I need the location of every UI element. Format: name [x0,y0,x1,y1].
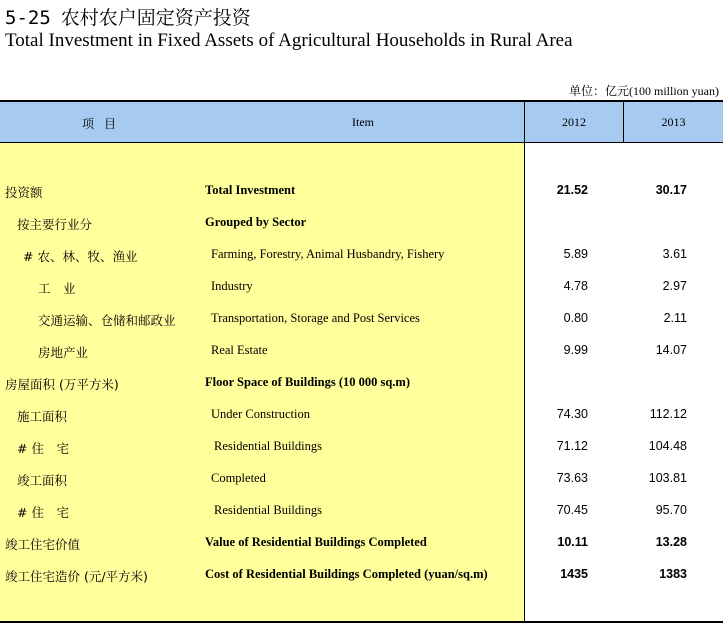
row-label-en: Total Investment [205,183,296,197]
row-label-cn: 按主要行业分 [17,217,93,232]
header-item-cn: 项目 [82,117,127,131]
row-label-en: Residential Buildings [214,439,322,453]
row-label-cn: 工 业 [38,281,76,296]
table-row [0,279,723,299]
value-2012: 71.12 [556,439,588,453]
table-row [0,503,723,523]
row-label-cn: # 住 宅 [17,441,69,456]
value-2013: 104.48 [648,439,687,453]
header-item-en: Item [352,115,374,129]
table-row [0,183,723,203]
value-2012: 5.89 [563,247,588,261]
header-year-2013: 2013 [661,115,686,129]
value-2012: 73.63 [556,471,588,485]
title-cn-text: 农村农户固定资产投资 [60,7,251,29]
row-label-en: Transportation, Storage and Post Services [211,311,420,325]
value-2013: 14.07 [655,343,687,357]
table-row [0,471,723,491]
row-label-cn: # 农、林、牧、渔业 [23,249,138,264]
value-2012: 74.30 [556,407,588,421]
table-row [0,535,723,555]
row-label-en: Under Construction [211,407,310,421]
row-label-en: Real Estate [211,343,268,357]
value-2013: 112.12 [649,407,687,421]
value-2012: 10.11 [557,535,588,549]
row-label-cn: 房地产业 [38,345,89,360]
table-row [0,343,723,363]
value-2013: 3.61 [662,247,687,261]
table-title-en: Total Investment in Fixed Assets of Agricultural Households in Rural Area [5,30,573,51]
value-2013: 95.70 [655,503,687,517]
top-rule [0,100,723,102]
row-label-en: Farming, Forestry, Animal Husbandry, Fishery [211,247,445,261]
row-label-en: Floor Space of Buildings (10 000 sq.m) [205,375,410,389]
value-2012: 70.45 [556,503,588,517]
row-label-cn: 竣工住宅造价 (元/平方米) [5,569,148,584]
value-2013: 13.28 [655,535,687,549]
row-label-cn: 投资额 [5,185,43,200]
unit-en: (100 million yuan) [629,84,719,98]
value-2013: 30.17 [655,183,687,197]
table-row [0,247,723,267]
unit-label [569,82,719,99]
header-year-2012: 2012 [562,115,586,129]
value-2012: 21.52 [556,183,588,197]
value-2012: 0.80 [563,311,588,325]
row-label-en: Cost of Residential Buildings Completed (yuan/sq.m) [205,567,488,581]
row-label-en: Residential Buildings [214,503,322,517]
unit-cn: 单位：亿元 [568,84,629,98]
row-label-cn: 房屋面积 (万平方米) [5,377,119,392]
value-2013: 1383 [659,567,687,581]
table-row [0,439,723,459]
value-2012: 4.78 [563,279,588,293]
table-number: 5-25 [5,7,51,29]
value-2012: 1435 [560,567,588,581]
table-row [0,407,723,427]
table-row [0,567,723,587]
row-label-cn: 竣工面积 [17,473,68,488]
row-label-en: Completed [211,471,266,485]
table-row [0,311,723,331]
value-2013: 103.81 [648,471,687,485]
value-2013: 2.11 [663,311,687,325]
value-2012: 9.99 [563,343,588,357]
row-label-cn: 施工面积 [17,409,68,424]
table-row [0,215,723,235]
table-title-cn [5,3,251,30]
row-label-en: Grouped by Sector [205,215,307,229]
value-2013: 2.97 [662,279,687,293]
row-label-cn: 竣工住宅价值 [5,537,81,552]
row-label-en: Industry [211,279,253,293]
header-rule [0,142,723,143]
row-label-cn: 交通运输、仓储和邮政业 [38,313,176,328]
row-label-cn: # 住 宅 [17,505,69,520]
row-label-en: Value of Residential Buildings Completed [205,535,427,549]
table-row [0,375,723,395]
